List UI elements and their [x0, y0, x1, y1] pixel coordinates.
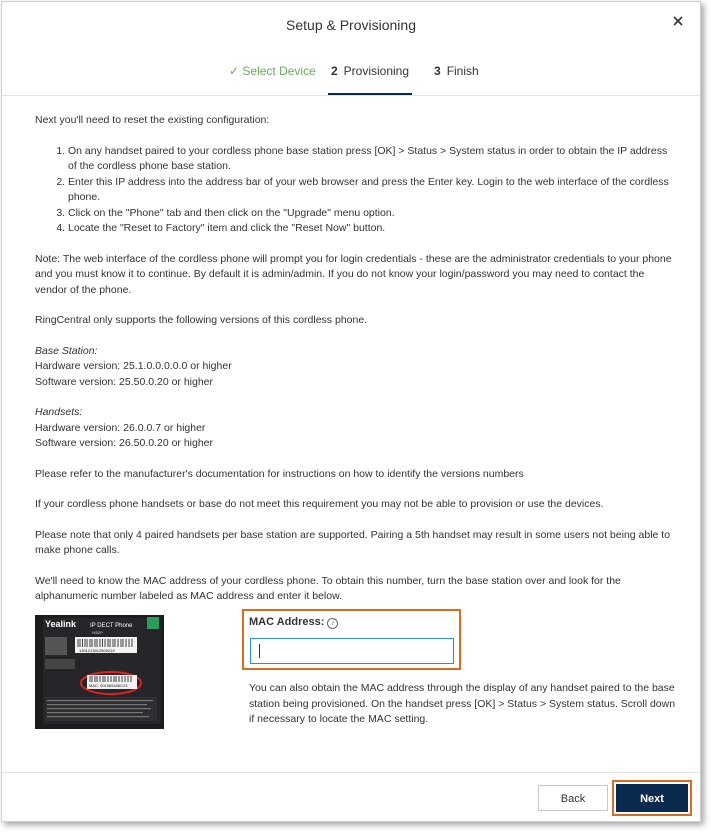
- mac-help-text: You can also obtain the MAC address through the display of any handset paired to the base station being provisioned. On the handset press [OK] > Status > System status. Scroll down if necessary to locate the MAC setting.: [249, 682, 676, 725]
- list-item: 2. Enter this IP address into the address bar of your web browser and press the Enter key. Login to the web interface of the cordless phone.: [68, 175, 675, 206]
- info-icon[interactable]: i: [327, 618, 338, 629]
- device-brand: Yealink: [45, 619, 77, 629]
- step-number: 3: [434, 64, 441, 78]
- mac-address-input[interactable]: [250, 638, 454, 664]
- close-icon-glyph: [673, 16, 683, 26]
- base-hardware-version: Hardware version: 25.1.0.0.0.0.0 or higher: [35, 360, 232, 372]
- close-icon[interactable]: [670, 13, 686, 29]
- mac-label-text: MAC Address:: [249, 616, 325, 628]
- stepper: [2, 62, 700, 96]
- device-barcode-number: 1301213012500219: [79, 648, 115, 653]
- device-model-code: W52P: [92, 630, 103, 635]
- mac-address-label: [249, 616, 338, 629]
- text-cursor: [259, 644, 260, 658]
- back-button[interactable]: Back: [538, 785, 608, 811]
- mac-intro-text: We'll need to know the MAC address of your cordless phone. To obtain this number, turn the base station over and look for the alphanumeric number labeled as MAC address and enter it below.: [35, 574, 621, 602]
- base-station-heading: Base Station:: [35, 344, 98, 357]
- list-item: 3. Click on the "Phone" tab and then click on the "Upgrade" menu option.: [68, 206, 675, 222]
- step-number: 2: [330, 64, 338, 78]
- list-item: 4. Locate the "Reset to Factory" item and click the "Reset Now" button.: [68, 221, 675, 237]
- dialog-title: Setup & Provisioning: [286, 17, 416, 33]
- handset-hardware-version: Hardware version: 26.0.0.7 or higher: [35, 421, 206, 434]
- step-label: Finish: [446, 64, 479, 78]
- divider: [2, 95, 700, 96]
- paired-note-text: Please note that only 4 paired handsets per base station are supported. Pairing a 5th handset may result in some users not being able to make phone calls.: [35, 528, 671, 556]
- step-select-device[interactable]: [229, 64, 316, 78]
- reset-steps-list: [35, 144, 675, 237]
- instructions: [35, 113, 675, 605]
- requirement-text: If your cordless phone handsets or base do not meet this requirement you may not be able to provision or use the devices.: [35, 498, 604, 510]
- divider: [2, 772, 700, 773]
- handset-software-version: Software version: 26.50.0.20 or higher: [35, 437, 214, 449]
- supports-text: RingCentral only supports the following versions of this cordless phone.: [35, 314, 368, 326]
- base-software-version: Software version: 25.50.0.20 or higher: [35, 375, 214, 388]
- check-icon: ✓: [229, 64, 240, 78]
- handsets-heading: Handsets:: [35, 406, 83, 418]
- device-mac-text: MAC: 001565436C23: [89, 683, 128, 688]
- intro-text: Next you'll need to reset the existing configuration:: [35, 114, 270, 126]
- device-label-illustration: [35, 615, 164, 729]
- step-finish[interactable]: [434, 64, 479, 78]
- step-label: Provisioning: [343, 64, 410, 78]
- device-model: IP DECT Phone: [90, 623, 133, 629]
- step-label: Select Device: [242, 64, 316, 78]
- next-button[interactable]: Next: [616, 784, 688, 812]
- list-item: 1. On any handset paired to your cordless phone base station press [OK] > Status > System status in order to obtain the IP address of the cordless phone base station.: [68, 144, 675, 175]
- setup-dialog: [1, 1, 701, 822]
- note-text: Note: The web interface of the cordless phone will prompt you for login credentials - these are the administrator credentials to your phone and you must know it to continue. By default it is admin/admin. If you do not know your login/password you may need to contact the vendor of the phone.: [35, 252, 672, 296]
- refer-text: Please refer to the manufacturer's documentation for instructions on how to identify the versions numbers: [35, 467, 524, 480]
- device-label-photo: [35, 615, 164, 729]
- step-provisioning[interactable]: [328, 64, 412, 78]
